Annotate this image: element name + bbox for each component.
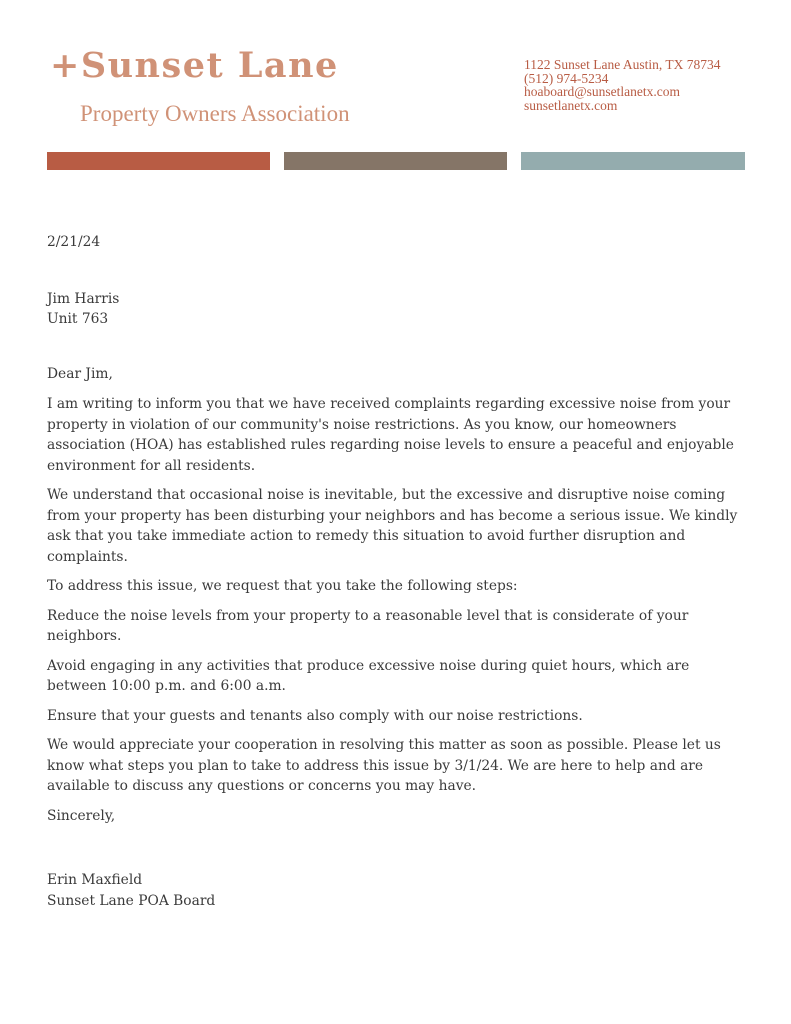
signature-title: Sunset Lane POA Board	[47, 892, 216, 909]
paragraph-cooperation: We would appreciate your cooperation in resolving this matter as soon as possible. Please let us know what steps you plan to take to address this issue by 3/1/24. We are here to help and are available to discuss any questions or concerns you may have.	[47, 737, 721, 794]
logo-subtitle: Property Owners Association	[80, 101, 350, 126]
closing: Sincerely,	[47, 807, 116, 824]
header-bar-taupe	[284, 152, 507, 170]
letter-body	[47, 232, 747, 911]
recipient-unit: Unit 763	[47, 311, 109, 327]
paragraph-step-reduce: Reduce the noise levels from your property to a reasonable level that is considerate of your neighbors.	[47, 607, 689, 644]
paragraph-intro: I am writing to inform you that we have received complaints regarding excessive noise from your property in violation of our community's noise restrictions. As you know, our homeowners association (HOA) has established rules regarding noise levels to ensure a peaceful and enjoyable environment for all residents.	[47, 396, 734, 474]
contact-block	[524, 58, 721, 112]
paragraph-step-guests: Ensure that your guests and tenants also comply with our noise restrictions.	[47, 707, 583, 724]
logo-title: +Sunset Lane	[50, 45, 339, 86]
letter-date: 2/21/24	[47, 234, 101, 250]
paragraph-understanding: We understand that occasional noise is inevitable, but the excessive and disruptive noise coming from your property has been disturbing your neighbors and has become a serious issue. We kindly ask that you take immediate action to remedy this situation to avoid further disruption and complaints.	[47, 487, 738, 565]
header-bar-teal	[521, 152, 745, 170]
paragraph-steps-intro: To address this issue, we request that you take the following steps:	[47, 578, 518, 594]
header-bar-rust	[47, 152, 270, 170]
contact-phone: (512) 974-5234	[524, 70, 609, 86]
recipient-name: Jim Harris	[47, 290, 120, 307]
signature-block	[47, 870, 747, 911]
contact-website[interactable]: sunsetlanetx.com	[524, 97, 618, 113]
contact-email[interactable]: hoaboard@sunsetlanetx.com	[524, 84, 681, 99]
paragraph-step-quiet-hours: Avoid engaging in any activities that produce excessive noise during quiet hours, which are between 10:00 p.m. and 6:00 a.m.	[47, 657, 690, 694]
contact-address: 1122 Sunset Lane Austin, TX 78734	[524, 57, 721, 72]
signature-name: Erin Maxfield	[47, 872, 143, 888]
recipient-block	[47, 289, 747, 330]
salutation: Dear Jim,	[47, 365, 113, 382]
